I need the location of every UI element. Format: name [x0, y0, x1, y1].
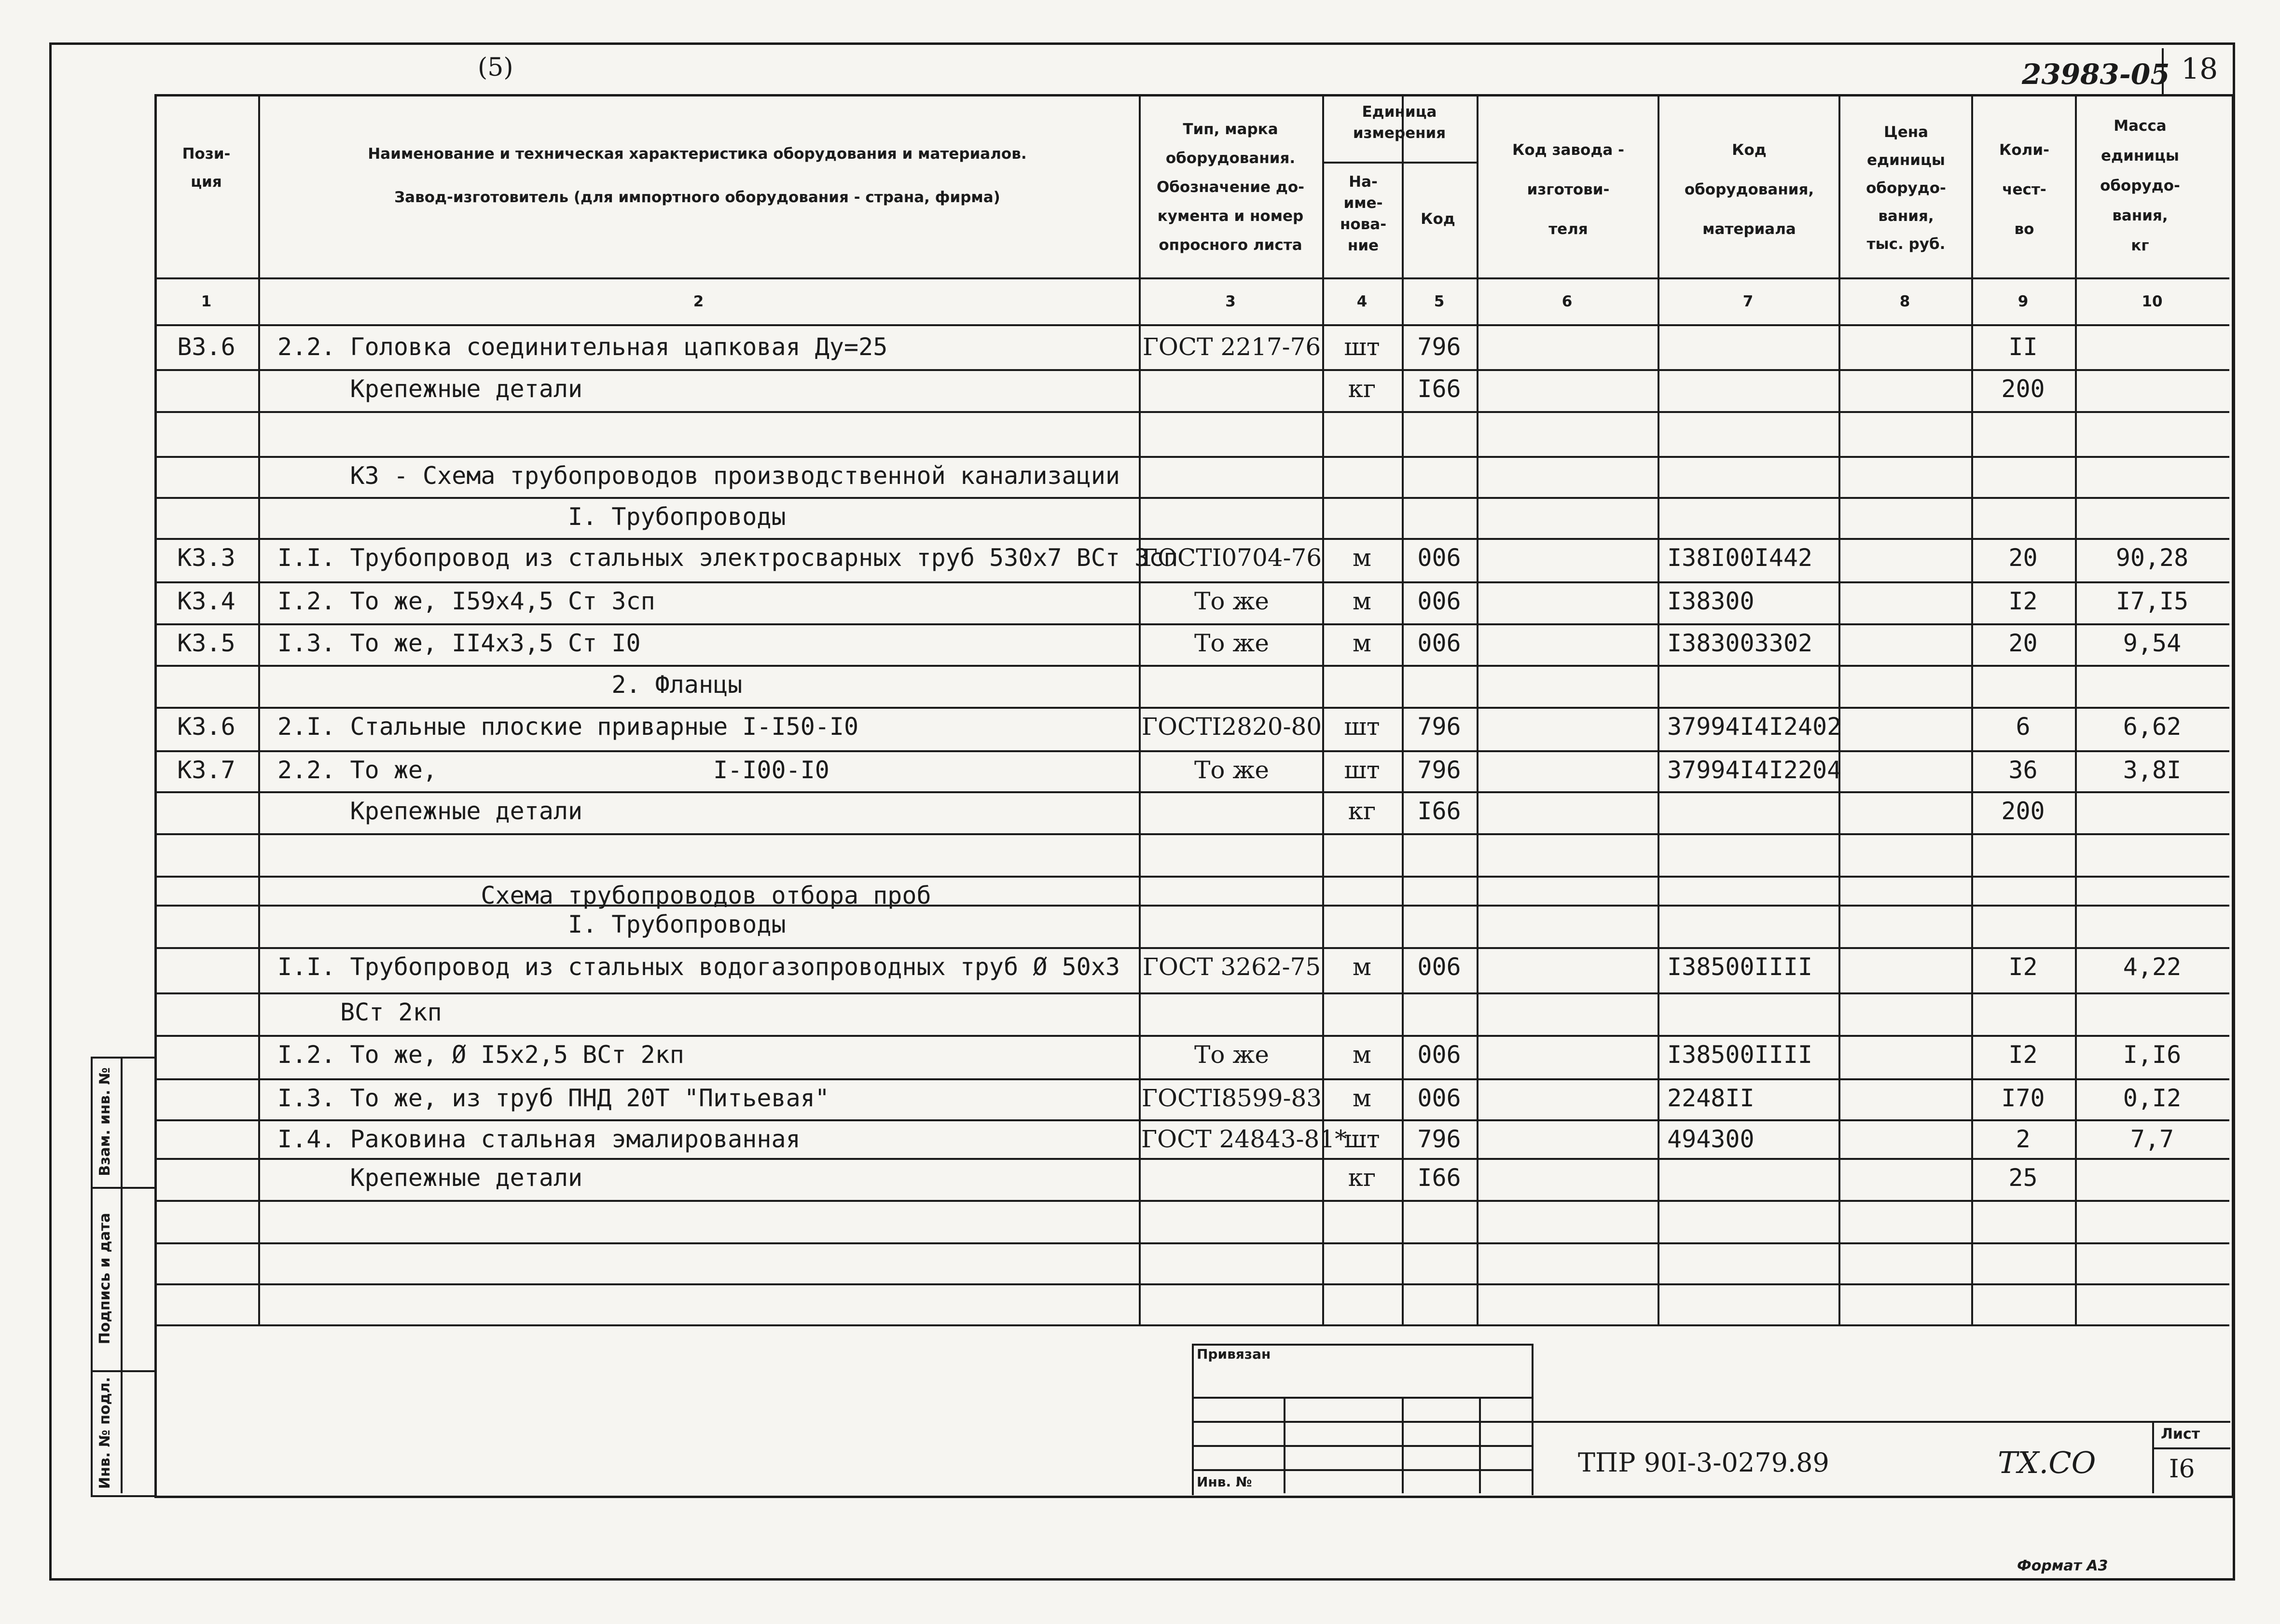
cell-document: То же	[1194, 629, 1269, 657]
cell-mass: 4,22	[2123, 953, 2182, 981]
cell-name: I.3. То же, из труб ПНД 20Т "Питьевая"	[277, 1084, 829, 1112]
cell-name: I. Трубопроводы	[277, 910, 786, 938]
document-number: 23983-05	[2022, 58, 2170, 91]
row-rule	[154, 833, 2229, 835]
cell-document: ГОСТ 3262-75	[1142, 953, 1321, 981]
row-rule	[154, 1035, 2229, 1037]
column-number: 1	[201, 293, 212, 310]
cell-quantity: I2	[2008, 953, 2038, 981]
row-rule	[154, 876, 2229, 878]
stamp-attached-label: Привязан	[1197, 1346, 1271, 1362]
title-code: ТПР 90I-3-0279.89	[1578, 1447, 1829, 1478]
cell-unit-code: 796	[1417, 756, 1461, 784]
cell-document: ГОСТI0704-76	[1141, 544, 1322, 572]
row-rule	[154, 1119, 2229, 1121]
cell-name: Крепежные детали	[277, 375, 583, 403]
cell-name: I.2. То же, I59х4,5 Ст 3сп	[277, 587, 655, 615]
row-rule	[154, 369, 2229, 371]
cell-equipment-code: 2248II	[1667, 1084, 1755, 1112]
cell-unit-name: шт	[1344, 713, 1380, 741]
cell-unit-code: I66	[1417, 797, 1461, 825]
cell-unit-code: 006	[1417, 1041, 1461, 1069]
cell-quantity: 20	[2008, 544, 2038, 572]
cell-quantity: 2	[2016, 1125, 2031, 1153]
cell-mass: 0,I2	[2123, 1084, 2182, 1112]
column-number: 6	[1561, 293, 1573, 310]
cell-mass: 90,28	[2115, 544, 2189, 572]
cell-unit-code: 796	[1417, 1125, 1461, 1153]
cell-mass: 6,62	[2123, 713, 2182, 741]
row-rule	[154, 497, 2229, 499]
cell-unit-code: I66	[1417, 1164, 1461, 1192]
row-rule	[154, 1200, 2229, 1202]
unit-subheader-rule	[1322, 162, 1477, 164]
cell-document: ГОСТI2820-80	[1141, 713, 1322, 741]
cell-unit-name: м	[1353, 544, 1371, 572]
cell-equipment-code: 37994I4I2204	[1667, 756, 1842, 784]
cell-quantity: 200	[2001, 797, 2045, 825]
cell-position: К3.7	[177, 756, 235, 784]
header-type: Тип, марка оборудования. Обозначение до- кумента и номер опросного листа	[1156, 121, 1305, 254]
sheet-number: I6	[2169, 1455, 2195, 1484]
header-equipment-code: Код оборудования, материала	[1684, 141, 1814, 238]
cell-mass: 3,8I	[2123, 756, 2182, 784]
stamp-attached-box	[1192, 1344, 1534, 1495]
cell-name: I.I. Трубопровод из стальных электросварных труб 530х7 ВСт 3сп	[277, 544, 1178, 572]
cell-document: ГОСТI8599-83	[1141, 1084, 1322, 1112]
column-number: 7	[1742, 293, 1754, 310]
cell-document: То же	[1194, 1041, 1269, 1069]
stamp-col-3	[1479, 1397, 1481, 1493]
row-rule	[154, 992, 2229, 994]
cell-name: I.4. Раковина стальная эмалированная	[277, 1125, 801, 1153]
cell-name: 2. Фланцы	[277, 671, 743, 699]
sheet-box-rule	[2152, 1447, 2230, 1449]
cell-position: К3.5	[177, 629, 235, 657]
column-number: 2	[693, 293, 704, 310]
row-rule	[154, 1078, 2229, 1080]
cell-quantity: I2	[2008, 1041, 2038, 1069]
side-stamp-sign-date: Подпись и дата	[97, 1212, 113, 1345]
cell-unit-name: шт	[1344, 1125, 1380, 1153]
cell-unit-name: м	[1353, 953, 1371, 981]
cell-name: I.2. То же, Ø I5х2,5 ВСт 2кп	[277, 1041, 684, 1069]
cell-name: 2.I. Стальные плоские приварные I-I50-I0	[277, 713, 859, 741]
sheet-label: Лист	[2161, 1426, 2200, 1443]
cell-position: К3.4	[177, 587, 235, 615]
cell-name: I. Трубопроводы	[277, 503, 786, 531]
cell-unit-name: м	[1353, 629, 1371, 657]
cell-mass: 9,54	[2123, 629, 2182, 657]
cell-quantity: 20	[2008, 629, 2038, 657]
header-mass: Масса единицы оборудо- вания, кг	[2100, 117, 2180, 254]
cell-quantity: I70	[2001, 1084, 2045, 1112]
cell-quantity: II	[2008, 333, 2038, 361]
header-manufacturer-code: Код завода - изготови- теля	[1512, 141, 1624, 238]
cell-unit-name: м	[1353, 1041, 1371, 1069]
cell-equipment-code: I38I00I442	[1667, 544, 1813, 572]
cell-unit-name: кг	[1348, 375, 1376, 403]
header-unit-code: Код	[1421, 210, 1455, 228]
row-rule	[154, 411, 2229, 413]
stamp-inv-label: Инв. №	[1197, 1474, 1252, 1490]
cell-name: 2.2. То же, I-I00-I0	[277, 756, 829, 784]
corner-page-number: 18	[2181, 52, 2218, 86]
page-marker: (5)	[478, 53, 513, 82]
column-number: 10	[2142, 293, 2163, 310]
side-stamp-inv-original: Инв. № подл.	[97, 1376, 113, 1489]
cell-mass: 7,7	[2130, 1125, 2174, 1153]
cell-quantity: 6	[2016, 713, 2031, 741]
cell-unit-name: шт	[1344, 333, 1380, 361]
cell-name: Крепежные детали	[277, 1164, 583, 1192]
cell-name: I.3. То же, II4х3,5 Ст I0	[277, 629, 641, 657]
cell-unit-code: 006	[1417, 587, 1461, 615]
cell-name: Крепежные детали	[277, 797, 583, 825]
cell-quantity: I2	[2008, 587, 2038, 615]
header-name-line1: Наименование и техническая характеристика оборудования и материалов.	[368, 145, 1027, 163]
column-number: 9	[2017, 293, 2029, 310]
row-rule	[154, 1283, 2229, 1285]
row-rule	[154, 538, 2229, 540]
cell-unit-code: 796	[1417, 713, 1461, 741]
cell-mass: I,I6	[2123, 1041, 2182, 1069]
row-rule	[154, 707, 2229, 709]
cell-unit-code: 796	[1417, 333, 1461, 361]
cell-unit-name: кг	[1348, 797, 1376, 825]
row-rule	[154, 623, 2229, 625]
cell-name: 2.2. Головка соединительная цапковая Ду=25	[277, 333, 888, 361]
header-name-line2: Завод-изготовитель (для импортного оборудования - страна, фирма)	[394, 189, 1000, 206]
cell-equipment-code: I383003302	[1667, 629, 1813, 657]
cell-equipment-code: 37994I4I2402	[1667, 713, 1842, 741]
cell-equipment-code: I38300	[1667, 587, 1755, 615]
cell-quantity: 36	[2008, 756, 2038, 784]
column-number: 8	[1899, 293, 1910, 310]
cell-equipment-code: I38500IIII	[1667, 953, 1813, 981]
cell-unit-name: кг	[1348, 1164, 1376, 1192]
cell-quantity: 25	[2008, 1164, 2038, 1192]
header-unit-name: На- име- нова- ние	[1340, 173, 1387, 254]
stamp-col-1	[1284, 1397, 1285, 1493]
cell-position: К3.3	[177, 544, 235, 572]
cell-name: К3 - Схема трубопроводов производственной канализации	[277, 462, 1120, 490]
cell-document: ГОСТ 2217-76	[1142, 333, 1321, 361]
row-rule	[154, 947, 2229, 949]
cell-quantity: 200	[2001, 375, 2045, 403]
column-number-bottom-rule	[154, 324, 2229, 326]
cell-equipment-code: 494300	[1667, 1125, 1755, 1153]
title-section: ТХ.СО	[1998, 1445, 2096, 1480]
row-rule	[154, 581, 2229, 583]
cell-unit-code: 006	[1417, 544, 1461, 572]
cell-unit-code: 006	[1417, 953, 1461, 981]
column-number: 3	[1225, 293, 1236, 310]
cell-unit-name: м	[1353, 587, 1371, 615]
format-label: Формат А3	[2017, 1557, 2108, 1574]
row-rule	[154, 1324, 2229, 1326]
side-stamp-divider	[121, 1057, 123, 1493]
row-rule	[154, 750, 2229, 752]
cell-document: ГОСТ 24843-81*	[1141, 1125, 1347, 1153]
header-position: Пози- ция	[182, 145, 231, 191]
cell-name: ВСт 2кп	[340, 998, 442, 1026]
cell-unit-code: 006	[1417, 1084, 1461, 1112]
cell-name: Схема трубопроводов отбора проб	[277, 881, 931, 909]
cell-name: I.I. Трубопровод из стальных водогазопроводных труб Ø 50х3	[277, 953, 1120, 981]
row-rule	[154, 456, 2229, 458]
cell-unit-code: 006	[1417, 629, 1461, 657]
header-quantity: Коли- чест- во	[1999, 141, 2049, 238]
row-rule	[154, 1242, 2229, 1244]
cell-unit-code: I66	[1417, 375, 1461, 403]
row-rule	[154, 791, 2229, 793]
stamp-col-2	[1402, 1397, 1404, 1493]
cell-position: К3.6	[177, 713, 235, 741]
cell-mass: I7,I5	[2115, 587, 2189, 615]
cell-document: То же	[1194, 587, 1269, 615]
header-price: Цена единицы оборудо- вания, тыс. руб.	[1866, 124, 1946, 253]
column-number: 4	[1356, 293, 1368, 310]
cell-position: В3.6	[177, 333, 235, 361]
cell-unit-name: м	[1353, 1084, 1371, 1112]
cell-equipment-code: I38500IIII	[1667, 1041, 1813, 1069]
cell-document: То же	[1194, 756, 1269, 784]
row-rule	[154, 1158, 2229, 1160]
cell-unit-name: шт	[1344, 756, 1380, 784]
side-stamp-replace-inv: Взам. инв. №	[97, 1067, 113, 1176]
header-bottom-rule	[154, 277, 2229, 279]
header-unit-group: Единица измерения	[1353, 103, 1446, 142]
column-number: 5	[1434, 293, 1445, 310]
row-rule	[154, 665, 2229, 667]
